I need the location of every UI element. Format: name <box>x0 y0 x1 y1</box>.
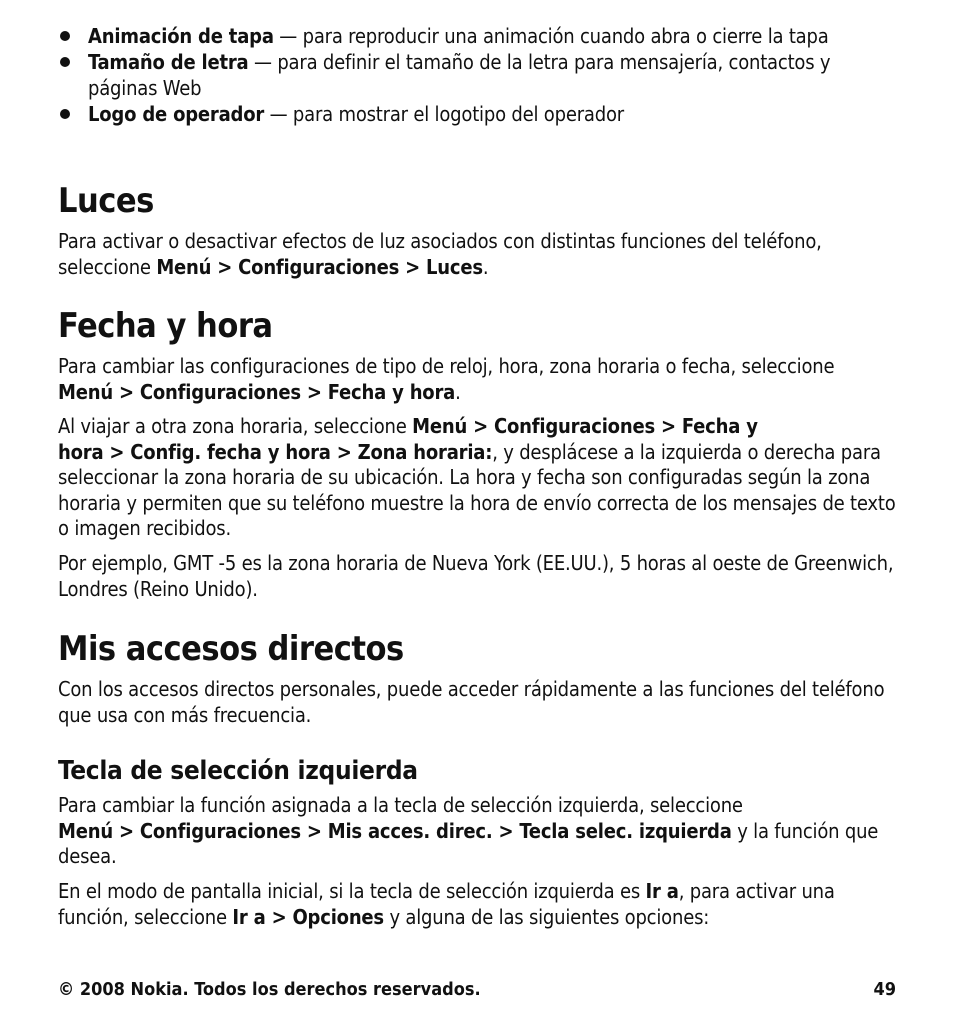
list-item-term: Logo de operador <box>88 102 265 126</box>
fecha-paragraph-1: Para cambiar las configuraciones de tipo de reloj, hora, zona horaria o fecha, seleccione Menú > Configuraciones > Fecha y hora. <box>58 354 835 404</box>
page-number: 49 <box>873 979 896 1000</box>
list-item-desc: — para mostrar el logotipo del operador <box>264 102 624 126</box>
display-options-list <box>58 23 898 127</box>
list-item <box>58 101 898 127</box>
section-title-accesos: Mis accesos directos <box>58 629 404 669</box>
list-item-desc: — para definir el tamaño de la letra para mensajería, contactos y páginas Web <box>88 50 831 100</box>
list-item-desc: — para reproducir una animación cuando abra o cierre la tapa <box>273 24 829 48</box>
copyright-text: © 2008 Nokia. Todos los derechos reservados. <box>58 979 481 1000</box>
tecla-paragraph-1: Para cambiar la función asignada a la tecla de selección izquierda, seleccione Menú > Configuraciones > Mis acces. direc. > Tecla selec. izquierda y la función que desea. <box>58 793 879 868</box>
bullet-dot-icon <box>60 57 70 67</box>
list-item-term: Tamaño de letra <box>88 50 249 74</box>
list-item <box>58 49 898 101</box>
list-item <box>58 23 898 49</box>
section-title-luces: Luces <box>58 181 154 221</box>
fecha-paragraph-2: Al viajar a otra zona horaria, seleccione Menú > Configuraciones > Fecha y hora > Config. fecha y hora > Zona horaria:, y desplácese a la izquierda o derecha para seleccionar la zona horaria de su ubicación. La hora y fecha son configuradas según la zona horaria y permiten que su teléfono muestre la hora de envío correcta de los mensajes de texto o imagen recibidos. <box>58 414 896 540</box>
bullet-dot-icon <box>60 109 70 119</box>
accesos-paragraph: Con los accesos directos personales, puede acceder rápidamente a las funciones del teléfono que usa con más frecuencia. <box>58 677 885 727</box>
list-item-term: Animación de tapa <box>88 24 274 48</box>
page-footer <box>58 978 898 1002</box>
tecla-paragraph-2: En el modo de pantalla inicial, si la tecla de selección izquierda es Ir a, para activar una función, seleccione Ir a > Opciones y alguna de las siguientes opciones: <box>58 879 835 929</box>
bullet-dot-icon <box>60 31 70 41</box>
luces-paragraph: Para activar o desactivar efectos de luz asociados con distintas funciones del teléfono, seleccione Menú > Configuraciones > Luces. <box>58 229 822 279</box>
subsection-title-tecla: Tecla de selección izquierda <box>58 756 418 786</box>
section-title-fecha-hora: Fecha y hora <box>58 306 273 346</box>
fecha-paragraph-3: Por ejemplo, GMT -5 es la zona horaria de Nueva York (EE.UU.), 5 horas al oeste de Greenwich, Londres (Reino Unido). <box>58 551 894 601</box>
